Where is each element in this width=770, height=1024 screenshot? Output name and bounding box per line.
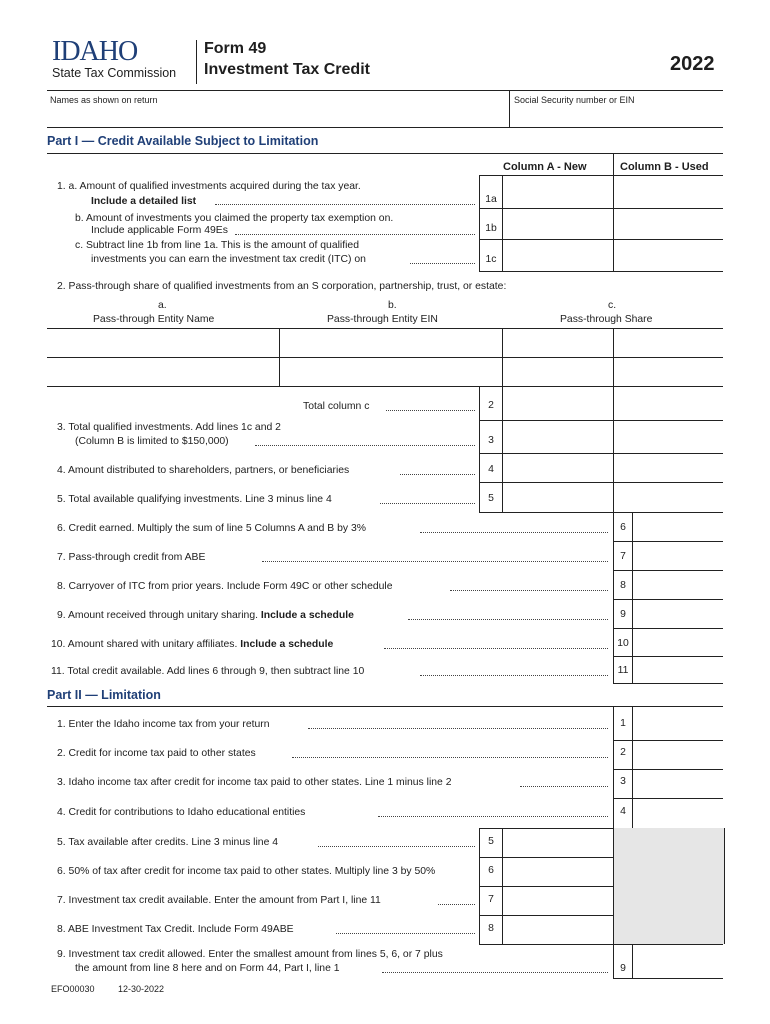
col2c-label: Pass-through Share <box>560 314 653 325</box>
col2c-letter: c. <box>608 300 617 311</box>
line1b-text2: Include applicable Form 49Es <box>91 225 228 236</box>
col2a-label: Pass-through Entity Name <box>93 314 215 325</box>
p1-line11-text: 11. Total credit available. Add lines 6 through 9, then subtract line 10 <box>51 666 365 677</box>
p2-line5-amount[interactable] <box>503 829 612 856</box>
p2-line5-label: 5 <box>488 836 494 847</box>
p1-line9-text-a: 9. Amount received through unitary sharing. <box>57 610 261 621</box>
p1-line9-amount[interactable] <box>633 600 722 627</box>
passthrough-row1-share-a[interactable] <box>503 329 612 356</box>
p2-line9-label: 9 <box>620 963 626 974</box>
line1c-col-a[interactable] <box>503 240 612 270</box>
p2-line3-label: 3 <box>620 776 626 787</box>
p2-line7-text: 7. Investment tax credit available. Enter the amount from Part I, line 11 <box>57 895 381 906</box>
p2-line2-amount[interactable] <box>633 741 722 768</box>
line3-text1: 3. Total qualified investments. Add lines 1c and 2 <box>57 422 281 433</box>
line1a-col-a[interactable] <box>503 176 612 207</box>
logo-sub-text: State Tax Commission <box>52 66 177 80</box>
shaded-area <box>613 828 725 944</box>
ssn-field[interactable] <box>511 106 721 126</box>
line1a-text2: Include a detailed list <box>91 196 197 207</box>
line1c-text1: c. Subtract line 1b from line 1a. This is the amount of qualified <box>75 240 359 251</box>
p1-line9-label: 9 <box>620 609 626 620</box>
p1-line10-text-b: Include a schedule <box>240 639 334 650</box>
p1-line6-text: 6. Credit earned. Multiply the sum of line 5 Columns A and B by 3% <box>57 523 366 534</box>
p2-line3-text: 3. Idaho income tax after credit for income tax paid to other states. Line 1 minus line 2 <box>57 777 452 788</box>
line4-col-b[interactable] <box>614 454 722 481</box>
names-field[interactable] <box>48 106 506 126</box>
p2-line4-amount[interactable] <box>633 799 722 827</box>
line1c-text2: investments you can earn the investment tax credit (ITC) on <box>91 254 366 265</box>
p2-line9-text1: 9. Investment tax credit allowed. Enter the smallest amount from lines 5, 6, or 7 plus <box>57 949 443 960</box>
passthrough-row1-ein[interactable] <box>280 329 501 356</box>
line1b-col-a[interactable] <box>503 209 612 238</box>
p1-line11-amount[interactable] <box>633 657 722 682</box>
passthrough-row2-share-b[interactable] <box>614 358 722 385</box>
line5-col-a[interactable] <box>503 483 612 511</box>
column-b-header: Column B - Used <box>620 161 709 173</box>
p2-line8-label: 8 <box>488 923 494 934</box>
p2-line8-amount[interactable] <box>503 916 612 943</box>
p1-line10-amount[interactable] <box>633 629 722 655</box>
p1-line6-label: 6 <box>620 522 626 533</box>
p1-line6-amount[interactable] <box>633 513 722 540</box>
form-number: Form 49 <box>204 40 267 57</box>
p1-line8-text: 8. Carryover of ITC from prior years. Include Form 49C or other schedule <box>57 581 393 592</box>
p1-line9-text-b: Include a schedule <box>260 610 354 621</box>
p2-line2-text: 2. Credit for income tax paid to other states <box>57 748 256 759</box>
tax-year: 2022 <box>670 53 715 75</box>
passthrough-row1-share-b[interactable] <box>614 329 722 356</box>
line1b-col-b[interactable] <box>614 209 722 238</box>
p1-line9-text <box>57 609 354 622</box>
p2-line1-text: 1. Enter the Idaho income tax from your return <box>57 719 270 730</box>
p1-line7-text: 7. Pass-through credit from ABE <box>57 552 206 563</box>
line1a-label: 1a <box>485 194 497 205</box>
p2-line2-label: 2 <box>620 747 626 758</box>
form-title: Investment Tax Credit <box>204 61 370 78</box>
p2-line9-text2: the amount from line 8 here and on Form 44, Part I, line 1 <box>75 963 340 974</box>
p2-line6-label: 6 <box>488 865 494 876</box>
p2-line5-text: 5. Tax available after credits. Line 3 minus line 4 <box>57 837 279 848</box>
p2-line6-amount[interactable] <box>503 858 612 885</box>
logo-main-text: IDAHO <box>52 36 138 67</box>
p1-line11-label: 11 <box>617 665 629 676</box>
passthrough-row2-ein[interactable] <box>280 358 501 385</box>
p2-line1-amount[interactable] <box>633 707 722 739</box>
names-label: Names as shown on return <box>50 95 158 105</box>
p1-line10-text-a: 10. Amount shared with unitary affiliates. <box>51 639 241 650</box>
line4-label: 4 <box>488 464 494 475</box>
p2-line1-label: 1 <box>620 718 626 729</box>
line3-col-b[interactable] <box>614 421 722 452</box>
p1-line8-amount[interactable] <box>633 571 722 598</box>
line3-label: 3 <box>488 435 494 446</box>
line2-col-a[interactable] <box>503 387 612 419</box>
col2b-letter: b. <box>388 300 397 311</box>
line1c-col-b[interactable] <box>614 240 722 270</box>
col2b-label: Pass-through Entity EIN <box>327 314 438 325</box>
p2-line7-label: 7 <box>488 894 494 905</box>
form-code: EFO00030 <box>51 984 95 994</box>
part2-title: Part II — Limitation <box>47 688 161 702</box>
line1b-text1: b. Amount of investments you claimed the property tax exemption on. <box>75 213 394 224</box>
passthrough-row2-name[interactable] <box>48 358 278 385</box>
p2-line8-text: 8. ABE Investment Tax Credit. Include Form 49ABE <box>57 924 294 935</box>
line4-col-a[interactable] <box>503 454 612 481</box>
total-column-c-text: Total column c <box>303 401 370 412</box>
p1-line10-text <box>51 638 333 651</box>
line5-col-b[interactable] <box>614 483 722 511</box>
line5-text: 5. Total available qualifying investments. Line 3 minus line 4 <box>57 494 332 505</box>
passthrough-row1-name[interactable] <box>48 329 278 356</box>
passthrough-row2-share-a[interactable] <box>503 358 612 385</box>
p1-line10-label: 10 <box>617 638 629 649</box>
p2-line4-text: 4. Credit for contributions to Idaho educational entities <box>57 807 306 818</box>
p2-line7-amount[interactable] <box>503 887 612 914</box>
line3-text2: (Column B is limited to $150,000) <box>75 436 229 447</box>
column-a-header: Column A - New <box>503 161 587 173</box>
p2-line6-text: 6. 50% of tax after credit for income tax paid to other states. Multiply line 3 by 50% <box>57 866 436 877</box>
col2a-letter: a. <box>158 300 167 311</box>
line1b-label: 1b <box>485 223 497 234</box>
p2-line9-amount[interactable] <box>633 945 722 977</box>
line4-text: 4. Amount distributed to shareholders, partners, or beneficiaries <box>57 465 350 476</box>
line5-label: 5 <box>488 493 494 504</box>
line1a-col-b[interactable] <box>614 176 722 207</box>
p2-line3-amount[interactable] <box>633 770 722 797</box>
line2-label: 2 <box>488 400 494 411</box>
line1c-label: 1c <box>485 254 497 265</box>
p1-line7-label: 7 <box>620 551 626 562</box>
part1-title: Part I — Credit Available Subject to Limitation <box>47 134 319 148</box>
line2-col-b[interactable] <box>614 387 722 419</box>
p2-line4-label: 4 <box>620 806 626 817</box>
p1-line8-label: 8 <box>620 580 626 591</box>
line3-col-a[interactable] <box>503 421 612 452</box>
line2-text: 2. Pass-through share of qualified investments from an S corporation, partnership, trust, or estate: <box>57 281 507 292</box>
p1-line7-amount[interactable] <box>633 542 722 569</box>
revision-date: 12-30-2022 <box>118 984 165 994</box>
idaho-logo <box>52 38 194 82</box>
ssn-label: Social Security number or EIN <box>514 95 635 105</box>
line1a-text1: 1. a. Amount of qualified investments acquired during the tax year. <box>57 181 361 192</box>
